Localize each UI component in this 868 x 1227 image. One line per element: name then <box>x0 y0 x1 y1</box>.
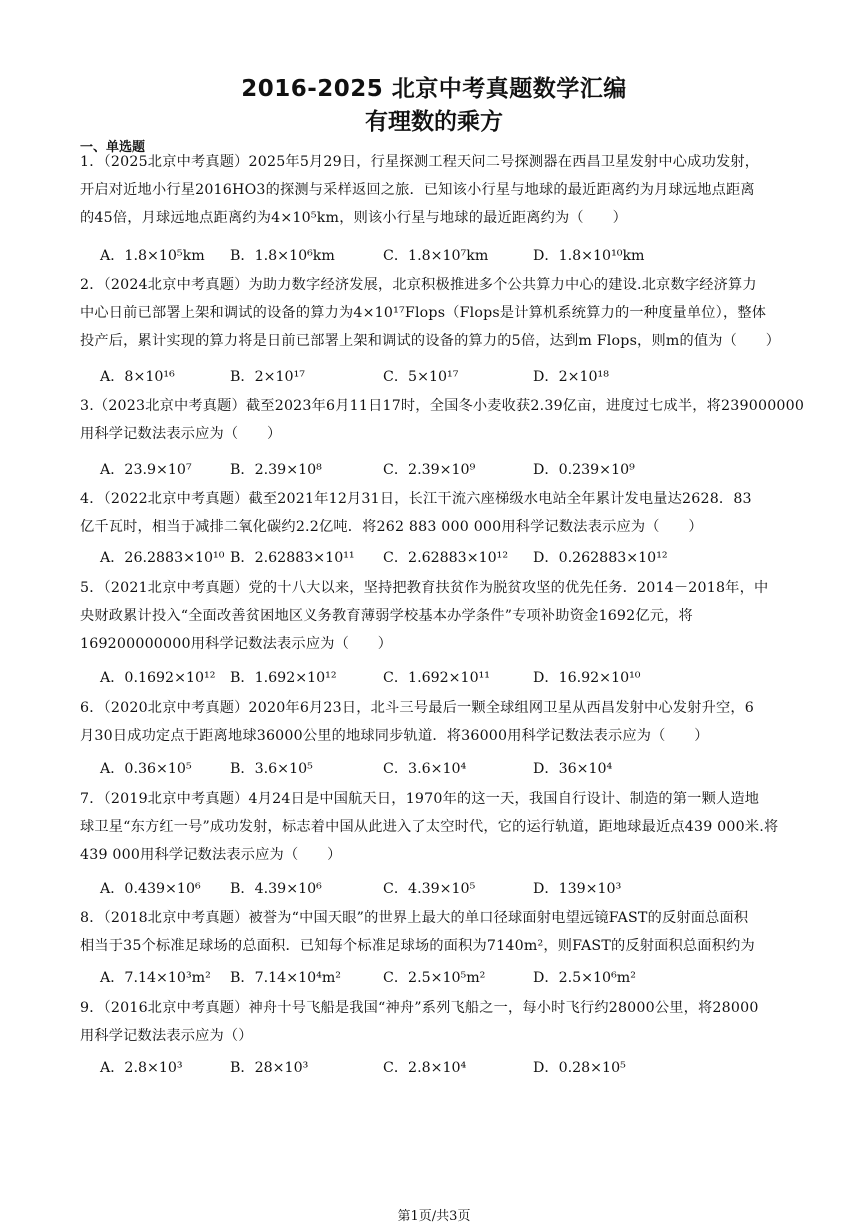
option-c: C．3.6×10⁴ <box>383 761 467 777</box>
option-c: C．2.5×10⁵m² <box>383 970 486 986</box>
option-a: A．23.9×10⁷ <box>100 462 192 478</box>
options-row-1 <box>100 243 800 269</box>
question-9 <box>80 994 792 1050</box>
question-text-line: 1．（2025北京中考真题）2025年5月29日，行星探测工程天问二号探测器在西昌卫星发射中心成功发射， <box>80 154 760 170</box>
option-a: A．1.8×10⁵km <box>100 248 205 264</box>
question-text-line: 月30日成功定点于距离地球36000公里的地球同步轨道．将36000用科学记数法表示应为（ ） <box>80 728 709 744</box>
option-b: B．4.39×10⁶ <box>230 881 322 897</box>
option-d: D．16.92×10¹⁰ <box>533 670 641 686</box>
options-row-9 <box>100 1055 800 1081</box>
question-4 <box>80 485 792 541</box>
question-text-line: 439 000用科学记数法表示应为（ ） <box>80 847 342 863</box>
option-b: B．3.6×10⁵ <box>230 761 313 777</box>
option-d: D．1.8×10¹⁰km <box>533 248 645 264</box>
question-text-line: 中心日前已部署上架和调试的设备的算力为4×10¹⁷Flops（Flops是计算机系统算力的一种度量单位），整体 <box>80 305 767 321</box>
question-8 <box>80 904 792 960</box>
question-text-line: 2．（2024北京中考真题）为助力数字经济发展，北京积极推进多个公共算力中心的建设.北京数字经济算力 <box>80 277 757 293</box>
option-c: C．1.692×10¹¹ <box>383 670 490 686</box>
question-5 <box>80 574 792 658</box>
option-b: B．2.62883×10¹¹ <box>230 550 355 566</box>
options-row-5 <box>100 665 800 691</box>
option-c: C．2.39×10⁹ <box>383 462 476 478</box>
options-row-3 <box>100 457 800 483</box>
question-text-line: 开启对近地小行星2016HO3的探测与采样返回之旅．已知该小行星与地球的最近距离约为月球远地点距离 <box>80 182 755 198</box>
question-text-line: 用科学记数法表示应为（ ） <box>80 426 282 442</box>
option-a: A．2.8×10³ <box>100 1060 183 1076</box>
options-row-7 <box>100 876 800 902</box>
option-a: A．0.36×10⁵ <box>100 761 192 777</box>
option-d: D．0.262883×10¹² <box>533 550 668 566</box>
option-a: A．8×10¹⁶ <box>100 369 175 385</box>
options-row-8 <box>100 965 800 991</box>
option-b: B．1.692×10¹² <box>230 670 337 686</box>
question-text-line: 用科学记数法表示应为（） <box>80 1028 253 1044</box>
question-text-line: 6．（2020北京中考真题）2020年6月23日，北斗三号最后一颗全球组网卫星从西昌发射中心发射升空，6 <box>80 700 754 716</box>
option-c: C．2.8×10⁴ <box>383 1060 467 1076</box>
option-a: A．0.439×10⁶ <box>100 881 201 897</box>
question-text-line: 相当于35个标准足球场的总面积．已知每个标准足球场的面积为7140m²，则FAST的反射面积总面积约为 <box>80 938 755 954</box>
question-6 <box>80 694 792 750</box>
page-subtitle: 有理数的乘方 <box>365 109 503 135</box>
question-2 <box>80 271 792 355</box>
options-row-2 <box>100 364 800 390</box>
option-c: C．2.62883×10¹² <box>383 550 509 566</box>
option-c: C．4.39×10⁵ <box>383 881 476 897</box>
option-a: A．0.1692×10¹² <box>100 670 216 686</box>
question-text-line: 投产后，累计实现的算力将是日前已部署上架和调试的设备的算力的5倍，达到m Flops，则m的值为（ ） <box>80 333 781 349</box>
option-d: D．139×10³ <box>533 881 622 897</box>
option-b: B．2.39×10⁸ <box>230 462 322 478</box>
question-text-line: 8．（2018北京中考真题）被誉为“中国天眼”的世界上最大的单口径球面射电望远镜FAST的反射面总面积 <box>80 910 749 926</box>
question-text-line: 169200000000用科学记数法表示应为（ ） <box>80 636 393 652</box>
section-heading: 一、单选题 <box>80 140 146 155</box>
option-d: D．36×10⁴ <box>533 761 613 777</box>
page-title: 2016-2025 北京中考真题数学汇编 <box>241 76 627 102</box>
option-b: B．7.14×10⁴m² <box>230 970 341 986</box>
option-d: D．2.5×10⁶m² <box>533 970 636 986</box>
question-text-line: 7．（2019北京中考真题）4月24日是中国航天日，1970年的这一天，我国自行设计、制造的第一颗人造地 <box>80 791 760 807</box>
options-row-6 <box>100 756 800 782</box>
question-text-line: 5．（2021北京中考真题）党的十八大以来，坚持把教育扶贫作为脱贫攻坚的优先任务．2014－2018年，中 <box>80 580 769 596</box>
option-c: C．1.8×10⁷km <box>383 248 489 264</box>
option-a: A．7.14×10³m² <box>100 970 211 986</box>
options-row-4 <box>100 545 800 571</box>
option-d: D．0.28×10⁵ <box>533 1060 626 1076</box>
question-7 <box>80 785 792 869</box>
option-a: A．26.2883×10¹⁰ <box>100 550 225 566</box>
question-text-line: 球卫星“东方红一号”成功发射，标志着中国从此进入了太空时代，它的运行轨道，距地球最近点439 000米.将 <box>80 819 779 835</box>
option-d: D．2×10¹⁸ <box>533 369 609 385</box>
question-text-line: 央财政累计投入“全面改善贫困地区义务教育薄弱学校基本办学条件”专项补助资金1692亿元，将 <box>80 608 693 624</box>
option-b: B．1.8×10⁶km <box>230 248 335 264</box>
question-text-line: 9．（2016北京中考真题）神舟十号飞船是我国“神舟”系列飞船之一，每小时飞行约28000公里，将28000 <box>80 1000 759 1016</box>
option-c: C．5×10¹⁷ <box>383 369 459 385</box>
question-text-line: 3.（2023北京中考真题）截至2023年6月11日17时，全国冬小麦收获2.39亿亩，进度过七成半，将239000000 <box>80 398 805 414</box>
question-text-line: 亿千瓦时，相当于减排二氧化碳约2.2亿吨．将262 883 000 000用科学记数法表示应为（ ） <box>80 519 703 535</box>
question-1 <box>80 148 792 232</box>
option-d: D．0.239×10⁹ <box>533 462 635 478</box>
question-3 <box>80 392 805 448</box>
question-text-line: 4．（2022北京中考真题）截至2021年12月31日，长江干流六座梯级水电站全年累计发电量达2628．83 <box>80 491 752 507</box>
page-number: 第1页/共3页 <box>397 1209 471 1224</box>
option-b: B．28×10³ <box>230 1060 309 1076</box>
question-text-line: 的45倍，月球远地点距离约为4×10⁵km，则该小行星与地球的最近距离约为（ ） <box>80 210 627 226</box>
option-b: B．2×10¹⁷ <box>230 369 305 385</box>
